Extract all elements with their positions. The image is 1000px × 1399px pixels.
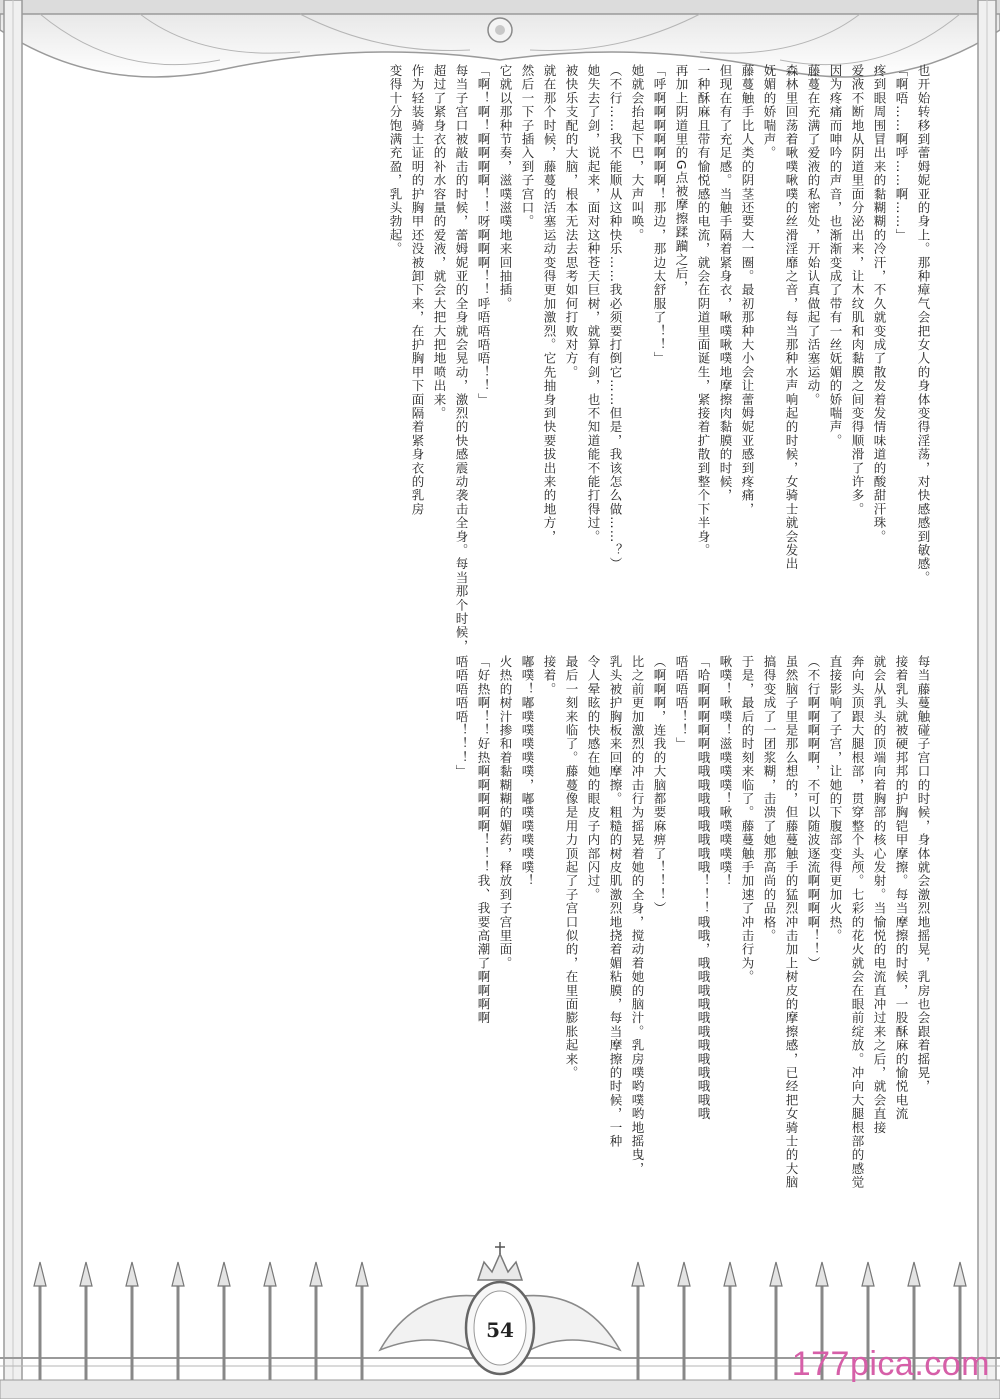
page-number: 54 bbox=[486, 1318, 514, 1342]
text-column: 藤蔓在充满了爱液的私密处，开始认真做起了活塞运动。 bbox=[806, 64, 821, 407]
text-column: 每当藤蔓触碰子宫口的时候，身体就会激烈地摇晃，乳房也会跟着摇晃， bbox=[916, 655, 931, 1094]
text-column: 再加上阴道里的G点被摩擦蹂躏之后， bbox=[674, 64, 689, 295]
text-column: 疼到眼周围冒出来的黏糊糊的冷汗，不久就变成了散发着发情味道的酸甜汗珠。 bbox=[872, 64, 887, 544]
text-column: 被快乐支配的大脑，根本无法去思考如何打败对方。 bbox=[564, 64, 579, 380]
text-column: 直接影响了子宫，让她的下腹部变得更加火热。 bbox=[828, 655, 843, 943]
fence-spear-tip bbox=[908, 1262, 920, 1286]
text-column: 她失去了剑，说起来，面对这种苍天巨树，就算有剑，也不知道能不能打得过。 bbox=[586, 64, 601, 544]
fence-spear-tip bbox=[126, 1262, 138, 1286]
text-column: 令人晕眩的快感在她的眼皮子内部闪过。 bbox=[586, 655, 601, 902]
text-column: （不行……我不能顺从这种快乐……我必须要打倒它……但是，我该怎么做……？） bbox=[608, 64, 623, 571]
text-column: 唔唔唔唔唔！！！」 bbox=[454, 655, 469, 779]
text-column: 「呼啊啊啊啊啊啊啊！那边，那边太舒服了！！」 bbox=[652, 64, 667, 366]
text-column: 唔唔唔唔！！」 bbox=[674, 655, 689, 751]
fence-spear-tip bbox=[80, 1262, 92, 1286]
text-column: 接着乳头就被硬邦邦的护胸铠甲摩擦。每当摩擦的时候，一股酥麻的愉悦电流 bbox=[894, 655, 909, 1121]
text-column: 于是，最后的时刻来临了。藤蔓触手加速了冲击行为。 bbox=[740, 655, 755, 984]
text-column: 超过了紧身衣的补水容量的爱液，就会大把大把地喷出来。 bbox=[432, 64, 447, 421]
text-column: 「好热啊！！好热啊啊啊啊啊！！！我、我要高潮了啊啊啊啊 bbox=[476, 655, 491, 1025]
fence-spear-tip bbox=[816, 1262, 828, 1286]
text-column: 爱液不断地从阴道里面分泌出来，让木纹肌和肉黏膜之间变得顺滑了许多。 bbox=[850, 64, 865, 517]
text-column: 「啊唔……啊呼……啊……」 bbox=[894, 64, 909, 243]
fence-spear-tip bbox=[172, 1262, 184, 1286]
text-column: 因为疼痛而呻吟的声音，也渐渐变成了带有一丝妩媚的娇喘声。 bbox=[828, 64, 843, 448]
site-watermark: 177pica.com bbox=[791, 1345, 990, 1383]
text-column: 作为轻装骑士证明的护胸甲还没被卸下来，在护胸甲下面隔着紧身衣的乳房 bbox=[410, 64, 425, 517]
fence-spear-tip bbox=[632, 1262, 644, 1286]
text-column: 然后一下子插入到子宫口。 bbox=[520, 64, 535, 229]
text-column: 乳头被护胸板来回摩擦。粗糙的树皮肌激烈地挠着媚粘膜，每当摩擦的时候，一种 bbox=[608, 655, 623, 1149]
right-post-ornament bbox=[974, 0, 1000, 1399]
text-column: 奔向头顶跟大腿根部，贯穿整个头颅。七彩的花火就会在眼前绽放。冲向大腿根部的感觉 bbox=[850, 655, 865, 1190]
left-post-ornament bbox=[0, 0, 26, 1399]
fence-spear-tip bbox=[724, 1262, 736, 1286]
text-column: 搞得变成了一团浆糊，击溃了她那高尚的品格。 bbox=[762, 655, 777, 943]
text-column: 一种酥麻且带有愉悦感的电流，就会在阴道里面诞生，紧接着扩散到整个下半身。 bbox=[696, 64, 711, 558]
text-column: 森林里回荡着啾噗啾噗的丝滑淫靡之音，每当那种水声响起的时候，女骑士就会发出 bbox=[784, 64, 799, 571]
text-column: 就会从乳头的顶端向着胸部的核心发射。当愉悦的电流直冲过来之后，就会直接 bbox=[872, 655, 887, 1135]
text-column: 但现在有了充足感。当触手隔着紧身衣，啾噗啾噗地摩擦肉黏膜的时候， bbox=[718, 64, 733, 503]
text-column: 比之前更加激烈的冲击行为摇晃着她的全身，搅动着她的脑汁。乳房噗哟噗哟地摇曳， bbox=[630, 655, 645, 1176]
text-column: 「啊！啊！啊啊啊啊！！呀啊啊啊！！呼唔唔唔唔！！」 bbox=[476, 64, 491, 407]
text-column: 接着。 bbox=[542, 655, 557, 697]
text-column: 变得十分饱满充盈，乳头勃起。 bbox=[388, 64, 403, 256]
text-column: （不行啊啊啊啊啊，不可以随波逐流啊啊啊啊！！） bbox=[806, 655, 821, 971]
text-column: 啾噗！啾噗！滋噗噗噗！啾噗噗噗噗！ bbox=[718, 655, 733, 888]
text-column: 最后一刻来临了。藤蔓像是用力顶起了子宫口似的，在里面膨胀起来。 bbox=[564, 655, 579, 1080]
text-column: 也开始转移到蕾姆妮亚的身上。那种瘴气会把女人的身体变得淫荡，对快感感到敏感。 bbox=[916, 64, 931, 585]
fence-spear-tip bbox=[770, 1262, 782, 1286]
fence-spear-tip bbox=[264, 1262, 276, 1286]
text-column: 虽然脑子里是那么想的，但藤蔓触手的猛烈冲击加上树皮的摩擦感，已经把女骑士的大脑 bbox=[784, 655, 799, 1190]
text-column: 她就会抬起下巴，大声叫唤。 bbox=[630, 64, 645, 243]
text-column: 火热的树汁掺和着黏糊糊的媚药，释放到子宫里面。 bbox=[498, 655, 513, 971]
text-column: 「哈啊啊啊啊啊哦哦哦哦哦哦哦哦哦！！！哦哦，哦哦哦哦哦哦哦哦哦哦哦哦 bbox=[696, 655, 711, 1121]
fence-spear-tip bbox=[218, 1262, 230, 1286]
text-column: 嘟噗！嘟噗噗噗噗噗，嘟噗噗噗噗噗！ bbox=[520, 655, 535, 888]
text-column: 藤蔓触手比人类的阴茎还要大一圈。最初那种大小会让蕾姆妮亚感到疼痛， bbox=[740, 64, 755, 517]
upper-text-block bbox=[384, 64, 934, 654]
fence-spear-tip bbox=[356, 1262, 368, 1286]
text-column: 妩媚的娇喘声。 bbox=[762, 64, 777, 160]
fence-spear-tip bbox=[310, 1262, 322, 1286]
text-column: 就在那个时候，藤蔓的活塞运动变得更加激烈。它先抽身到快要拔出来的地方， bbox=[542, 64, 557, 544]
text-column: 每当子宫口被敲击的时候，蕾姆妮亚的全身就会晃动，激烈的快感震动袭击全身。每当那个时候， bbox=[454, 64, 469, 654]
text-column: （啊啊啊，连我的大脑都要麻痹了！！！） bbox=[652, 655, 667, 916]
text-column: 它就以那种节奏，滋噗滋噗地来回抽插。 bbox=[498, 64, 513, 311]
fence-spear-tip bbox=[34, 1262, 46, 1286]
fence-spear-tip bbox=[678, 1262, 690, 1286]
fence-spear-tip bbox=[862, 1262, 874, 1286]
fence-spear-tip bbox=[954, 1262, 966, 1286]
lower-text-block bbox=[450, 655, 934, 1190]
